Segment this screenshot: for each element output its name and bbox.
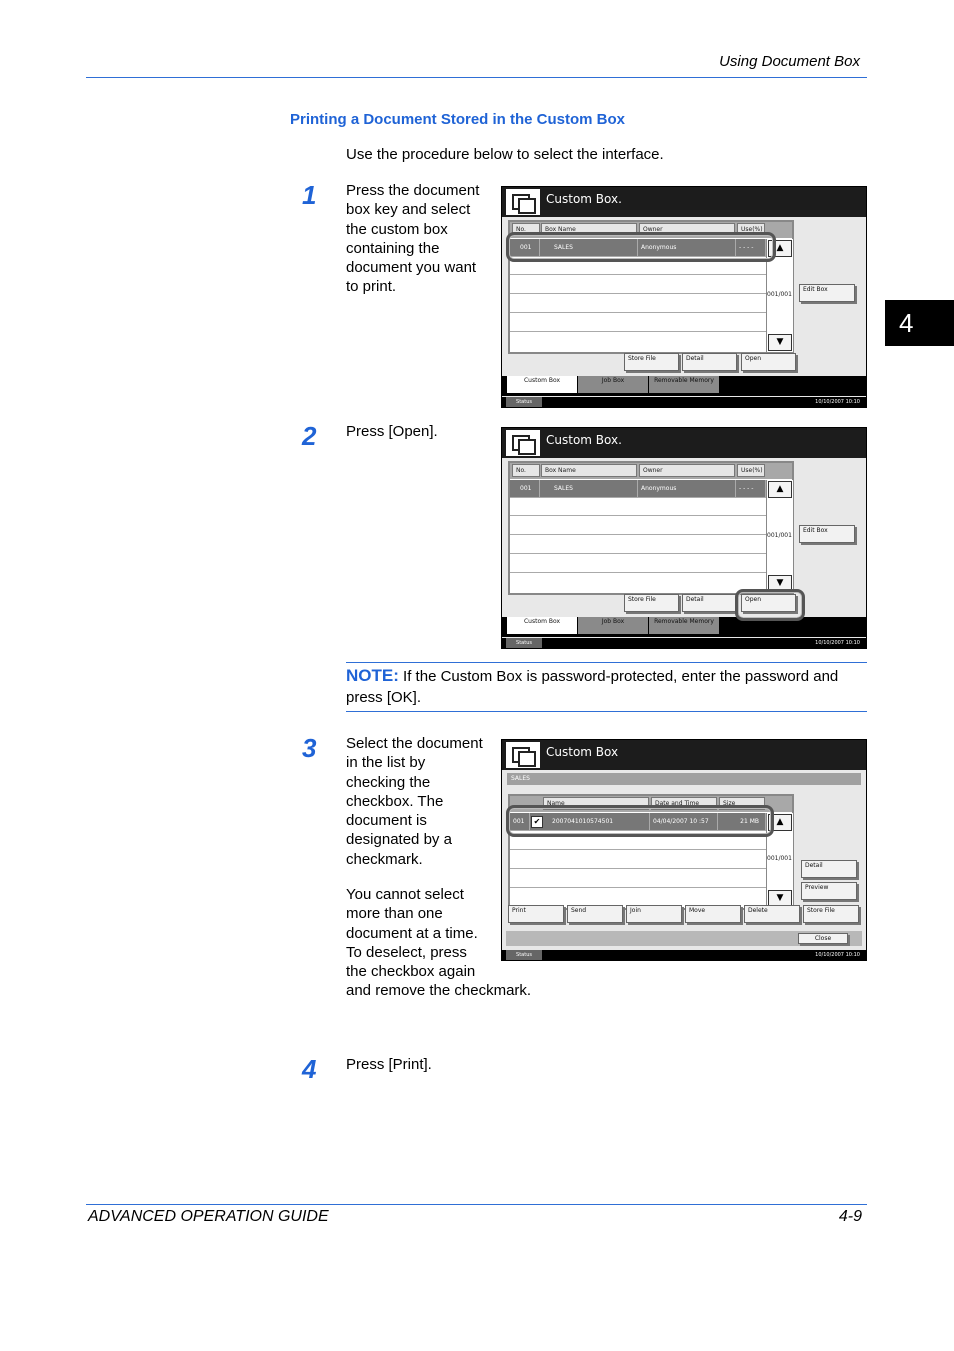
step-line: Press [Open]. bbox=[346, 423, 438, 440]
document-checkbox[interactable]: ✔ bbox=[531, 816, 543, 828]
header-date-time[interactable]: Date and Time bbox=[651, 797, 717, 810]
note-rule-top bbox=[346, 662, 867, 663]
screen-title: Custom Box bbox=[546, 745, 619, 759]
screen-title-bar bbox=[502, 740, 866, 770]
folder-name-bar: SALES bbox=[507, 773, 861, 785]
empty-row bbox=[510, 276, 792, 294]
custom-box-screen bbox=[501, 427, 867, 649]
status-button[interactable]: Status bbox=[506, 950, 542, 960]
store-file-button[interactable]: Store File bbox=[624, 594, 679, 612]
row-size: 21 MB bbox=[718, 813, 766, 830]
step-line: Press the document bbox=[346, 182, 480, 199]
screen-title: Custom Box. bbox=[546, 433, 622, 447]
section-title: Printing a Document Stored in the Custom Box bbox=[290, 111, 626, 128]
step-text bbox=[346, 181, 496, 297]
header-owner[interactable]: Owner bbox=[639, 464, 735, 477]
header-use[interactable]: Use(%) bbox=[737, 464, 765, 477]
empty-row bbox=[510, 536, 792, 554]
row-name: 20070410105745​01 bbox=[544, 813, 650, 830]
tab-bar bbox=[502, 376, 866, 396]
header-box-name[interactable]: Box Name bbox=[541, 464, 637, 477]
header-box-name[interactable]: Box Name bbox=[541, 223, 637, 236]
step-line: You cannot select bbox=[346, 886, 464, 903]
header-size[interactable]: Size bbox=[719, 797, 765, 810]
header-use[interactable]: Use(%) bbox=[737, 223, 765, 236]
step-text bbox=[346, 734, 496, 869]
step-number: 4 bbox=[302, 1054, 317, 1084]
step-number: 1 bbox=[302, 180, 317, 210]
status-bar bbox=[502, 397, 866, 407]
empty-row bbox=[510, 498, 792, 516]
empty-row bbox=[510, 517, 792, 535]
header-owner[interactable]: Owner bbox=[639, 223, 735, 236]
document-list-screen bbox=[501, 739, 867, 961]
row-owner: Anonymous bbox=[638, 480, 736, 497]
open-button[interactable]: Open bbox=[741, 353, 796, 371]
scroll-down-button[interactable]: ▼ bbox=[768, 575, 792, 592]
box-list bbox=[508, 461, 794, 595]
print-button[interactable]: Print bbox=[508, 905, 564, 923]
page-number: 4-9 bbox=[838, 1208, 862, 1225]
empty-row bbox=[510, 314, 792, 332]
row-use: - - - - bbox=[736, 239, 766, 256]
status-bar bbox=[502, 950, 866, 960]
row-use: - - - - bbox=[736, 480, 766, 497]
row-date-time: 04/04/2007 10 :57 bbox=[650, 813, 718, 830]
page-indicator: 001/001 bbox=[767, 532, 792, 539]
step-line: To deselect, press bbox=[346, 943, 467, 961]
status-datetime: 10/10/2007 10:10 bbox=[815, 640, 860, 646]
scroll-down-button[interactable]: ▼ bbox=[768, 334, 792, 351]
page-indicator: 001/001 bbox=[767, 855, 792, 862]
step-line: document you want bbox=[346, 259, 477, 277]
tab-job-box[interactable]: Job Box bbox=[578, 376, 648, 393]
empty-row bbox=[510, 555, 792, 573]
open-button[interactable]: Open bbox=[741, 594, 796, 612]
step-line: document is bbox=[346, 812, 427, 830]
store-file-button[interactable]: Store File bbox=[624, 353, 679, 371]
header-no[interactable]: No. bbox=[512, 464, 540, 477]
scroll-up-button[interactable]: ▲ bbox=[768, 814, 792, 831]
running-header: Using Document Box bbox=[719, 53, 860, 70]
status-datetime: 10/10/2007 10:10 bbox=[815, 952, 860, 958]
step-line: the custom box bbox=[346, 220, 448, 238]
selection-highlight bbox=[506, 805, 774, 837]
note bbox=[346, 665, 867, 708]
scroll-down-button[interactable]: ▼ bbox=[768, 890, 792, 907]
step-number: 3 bbox=[302, 733, 317, 763]
scroll-up-button[interactable]: ▲ bbox=[768, 481, 792, 498]
step-line: containing the bbox=[346, 239, 440, 257]
tab-bar bbox=[502, 617, 866, 637]
header-name[interactable]: Name bbox=[543, 797, 649, 810]
row-no: 001 bbox=[510, 813, 530, 830]
header-rule bbox=[86, 77, 867, 78]
selection-highlight bbox=[506, 232, 776, 262]
header-no[interactable]: No. bbox=[512, 223, 540, 236]
join-button[interactable]: Join bbox=[626, 905, 682, 923]
document-box-icon bbox=[506, 430, 540, 456]
detail-button[interactable]: Detail bbox=[801, 860, 857, 878]
detail-button[interactable]: Detail bbox=[682, 594, 737, 612]
row-no: 001 bbox=[510, 480, 540, 497]
chapter-tab: 4 bbox=[885, 300, 954, 346]
step-line: in the list by bbox=[346, 754, 426, 772]
step-text bbox=[346, 422, 438, 441]
page-indicator: 001/001 bbox=[767, 291, 792, 298]
screen-title-bar bbox=[502, 428, 866, 458]
tab-custom-box[interactable]: Custom Box bbox=[507, 617, 577, 634]
note-text: If the Custom Box is password-protected, enter the password and press [OK]. bbox=[346, 668, 839, 706]
step-line: more than one bbox=[346, 905, 443, 923]
step-line: checking the bbox=[346, 773, 431, 791]
empty-row bbox=[510, 295, 792, 313]
edit-box-button[interactable]: Edit Box bbox=[799, 525, 855, 543]
custom-box-screen bbox=[501, 186, 867, 408]
edit-box-button[interactable]: Edit Box bbox=[799, 284, 855, 302]
step-line: to print. bbox=[346, 278, 397, 296]
send-button[interactable]: Send bbox=[567, 905, 623, 923]
scroll-column bbox=[766, 480, 793, 593]
status-datetime: 10/10/2007 10:10 bbox=[815, 399, 860, 405]
step-line: Select the document bbox=[346, 735, 483, 752]
step-line: checkbox. The bbox=[346, 792, 444, 810]
empty-row bbox=[510, 851, 792, 869]
list-header bbox=[510, 463, 792, 479]
open-highlight bbox=[735, 589, 805, 621]
step-text bbox=[346, 1055, 432, 1074]
close-bar bbox=[506, 931, 862, 946]
box-row[interactable] bbox=[510, 480, 792, 498]
step-line: Press [Print]. bbox=[346, 1056, 432, 1073]
step-line: designated by a bbox=[346, 831, 452, 849]
tab-job-box[interactable]: Job Box bbox=[578, 617, 648, 634]
store-file-button[interactable]: Store File bbox=[803, 905, 859, 923]
row-box-name: SALES bbox=[540, 480, 638, 497]
detail-button[interactable]: Detail bbox=[682, 353, 737, 371]
row-box-name: SALES bbox=[540, 239, 638, 256]
move-button[interactable]: Move bbox=[685, 905, 741, 923]
row-owner: Anonymous bbox=[638, 239, 736, 256]
status-button[interactable]: Status bbox=[506, 638, 542, 648]
screen-title-bar bbox=[502, 187, 866, 217]
screen-title: Custom Box. bbox=[546, 192, 622, 206]
row-no: 001 bbox=[510, 239, 540, 256]
empty-row bbox=[510, 333, 792, 351]
intro-text: Use the procedure below to select the interface. bbox=[346, 146, 664, 163]
step-line: the checkbox again bbox=[346, 963, 476, 981]
note-label: NOTE: bbox=[346, 666, 399, 685]
footer-rule bbox=[86, 1204, 867, 1205]
note-rule-bottom bbox=[346, 711, 867, 712]
status-bar bbox=[502, 638, 866, 648]
preview-button[interactable]: Preview bbox=[801, 882, 857, 900]
document-box-icon bbox=[506, 189, 540, 215]
empty-row bbox=[510, 870, 792, 888]
step-line: and remove the checkmark. bbox=[346, 982, 532, 1000]
step-line: document at a time. bbox=[346, 924, 478, 942]
step-number: 2 bbox=[302, 421, 317, 451]
scroll-up-button[interactable]: ▲ bbox=[768, 240, 792, 257]
tab-removable-memory[interactable]: Removable Memory bbox=[649, 617, 719, 634]
tab-removable-memory[interactable]: Removable Memory bbox=[649, 376, 719, 393]
delete-button[interactable]: Delete bbox=[744, 905, 800, 923]
step-line: box key and select bbox=[346, 201, 471, 219]
tab-custom-box[interactable]: Custom Box bbox=[507, 376, 577, 393]
status-button[interactable]: Status bbox=[506, 397, 542, 407]
document-box-icon bbox=[506, 742, 540, 768]
footer-guide-title: ADVANCED OPERATION GUIDE bbox=[88, 1208, 329, 1225]
close-button[interactable]: Close bbox=[798, 933, 848, 944]
step-line: checkmark. bbox=[346, 850, 423, 868]
